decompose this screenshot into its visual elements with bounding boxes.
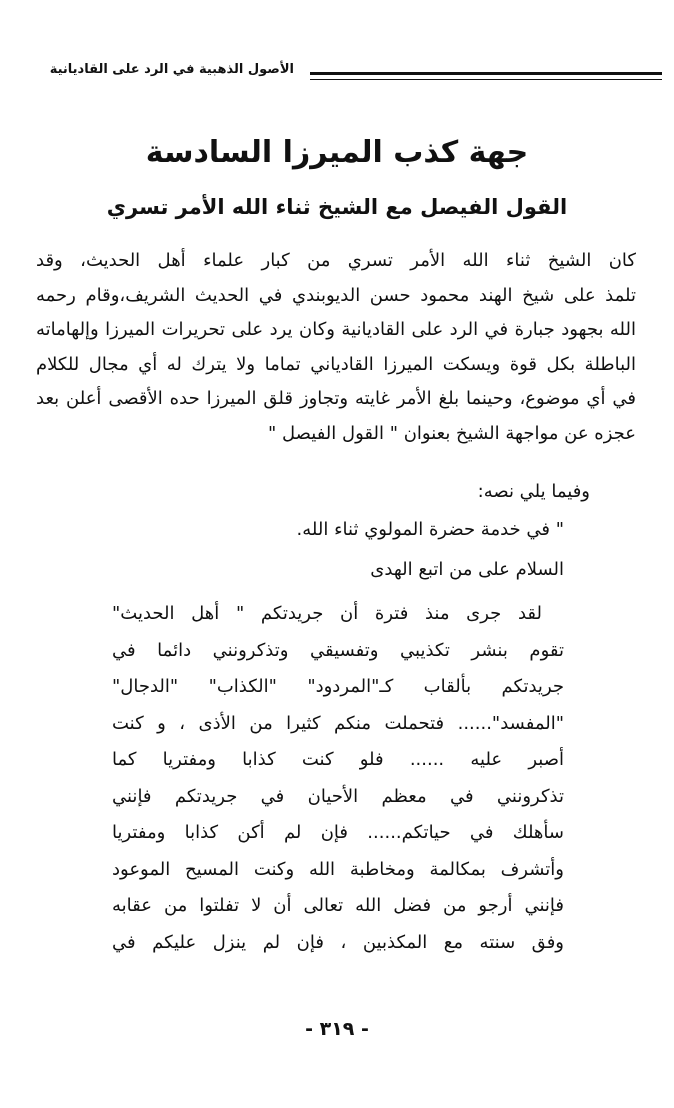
letter-intro: وفيما يلي نصه:	[477, 481, 590, 502]
header-rule-thin	[310, 79, 662, 80]
header-rule	[310, 72, 662, 84]
body-paragraph	[36, 244, 636, 451]
letter-line: سأهلك في حياتكم...... فإن لم أكن كذابا ومفتريا	[112, 822, 564, 843]
letter-line: تقوم بنشر تكذيبي وتفسيقي وتذكرونني دائما في	[112, 639, 564, 661]
running-header: الأصول الذهبية في الرد على القاديانية	[49, 62, 294, 77]
paragraph-line: تلمذ على شيخ الهند محمود حسن الديوبندي في الحديث الشريف،وقام رحمه	[36, 284, 636, 306]
page-number: - ٣١٩ -	[305, 1018, 369, 1040]
paragraph-line: الله بجهود جبارة في الرد على القاديانية وكان يرد على تحريرات الميرزا وإلهاماته	[36, 319, 636, 340]
letter-line: لقد جرى منذ فترة أن جريدتكم " أهل الحديث"	[112, 603, 542, 624]
letter-body	[112, 596, 564, 961]
letter-line: فإنني أرجو من فضل الله تعالى أن لا تفلتوا من عقابه	[112, 895, 564, 916]
letter-line: وأتشرف بمكالمة ومخاطبة الله وكنت المسيح الموعود	[112, 858, 564, 880]
letter-line: أصبر عليه ...... فلو كنت كذابا ومفتريا كما	[112, 749, 564, 770]
section-subtitle: القول الفيصل مع الشيخ ثناء الله الأمر تسري	[106, 195, 568, 219]
letter-line: تذكرونني في معظم الأحيان في جريدتكم فإنني	[112, 785, 564, 807]
letter-line: جريدتكم بألقاب كـ"المردود" "الكذاب" "الدجال"	[112, 676, 564, 697]
paragraph-line: الباطلة بكل قوة ويسكت الميرزا القادياني تماما ولا يترك له أي مجال للكلام	[36, 353, 636, 375]
paragraph-line: كان الشيخ ثناء الله الأمر تسري من كبار علماء أهل الحديث، وقد	[36, 250, 636, 271]
letter-line: وفق سنته مع المكذبين ، فإن لم ينزل عليكم في	[112, 931, 564, 953]
letter-line: "المفسد"...... فتحملت منكم كثيرا من الأذى ، و كنت	[112, 712, 564, 734]
letter-greeting: " في خدمة حضرة المولوي ثناء الله.	[296, 519, 564, 540]
header-rule-thick	[310, 72, 662, 75]
section-title: جهة كذب الميرزا السادسة	[145, 135, 529, 170]
paragraph-line: في أي موضوع، وحينما بلغ الأمر غايته وتجاوز قلق الميرزا حده الأقصى أعلن بعد	[36, 388, 636, 409]
paragraph-line: عجزه عن مواجهة الشيخ بعنوان " القول الفيصل "	[268, 422, 636, 444]
letter-salutation: السلام على من اتبع الهدى	[370, 559, 564, 580]
